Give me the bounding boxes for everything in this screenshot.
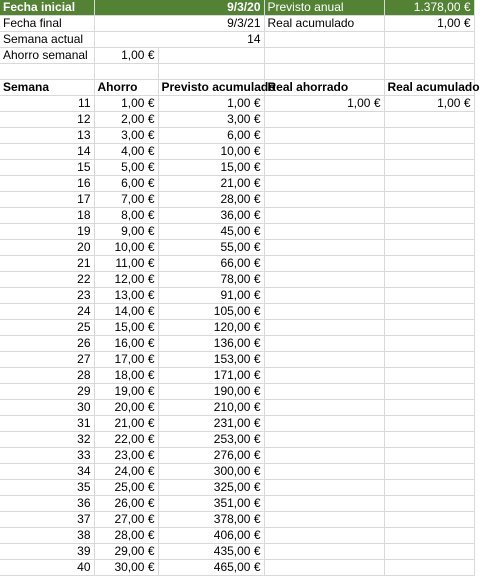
cell-real-acumulado[interactable] bbox=[384, 320, 474, 336]
fecha-inicial-label[interactable]: Fecha inicial bbox=[0, 0, 94, 16]
cell-real-acumulado[interactable] bbox=[384, 528, 474, 544]
table-row bbox=[0, 112, 474, 128]
cell-real-ahorrado[interactable] bbox=[264, 304, 384, 320]
empty-cell[interactable] bbox=[264, 64, 384, 80]
cell-ahorro[interactable]: 30,00 € bbox=[94, 560, 158, 576]
cell-previsto-acumulado[interactable]: 153,00 € bbox=[158, 352, 264, 368]
cell-semana[interactable]: 16 bbox=[0, 176, 94, 192]
cell-real-acumulado[interactable] bbox=[384, 512, 474, 528]
previsto-anual-label[interactable]: Previsto anual bbox=[264, 0, 384, 16]
table-row bbox=[0, 304, 474, 320]
cell-real-acumulado[interactable] bbox=[384, 352, 474, 368]
cell-real-ahorrado[interactable] bbox=[264, 544, 384, 560]
table-row bbox=[0, 400, 474, 416]
cell-previsto-acumulado[interactable]: 325,00 € bbox=[158, 480, 264, 496]
cell-real-acumulado[interactable] bbox=[384, 304, 474, 320]
cell-previsto-acumulado[interactable]: 435,00 € bbox=[158, 544, 264, 560]
cell-previsto-acumulado[interactable]: 276,00 € bbox=[158, 448, 264, 464]
cell-semana[interactable]: 15 bbox=[0, 160, 94, 176]
table-row bbox=[0, 240, 474, 256]
cell-previsto-acumulado[interactable]: 10,00 € bbox=[158, 144, 264, 160]
cell-semana[interactable]: 22 bbox=[0, 272, 94, 288]
table-row bbox=[0, 272, 474, 288]
cell-ahorro[interactable]: 9,00 € bbox=[94, 224, 158, 240]
cell-ahorro[interactable]: 27,00 € bbox=[94, 512, 158, 528]
cell-previsto-acumulado[interactable]: 351,00 € bbox=[158, 496, 264, 512]
cell-real-acumulado[interactable] bbox=[384, 464, 474, 480]
ahorro-semanal-value[interactable]: 1,00 € bbox=[94, 48, 158, 64]
cell-semana[interactable]: 14 bbox=[0, 144, 94, 160]
col-header-previsto-acumulado[interactable]: Previsto acumulado bbox=[158, 80, 264, 96]
cell-previsto-acumulado[interactable]: 406,00 € bbox=[158, 528, 264, 544]
table-row bbox=[0, 512, 474, 528]
cell-real-acumulado[interactable] bbox=[384, 384, 474, 400]
cell-real-acumulado[interactable] bbox=[384, 160, 474, 176]
cell-real-ahorrado[interactable] bbox=[264, 448, 384, 464]
cell-real-acumulado[interactable] bbox=[384, 144, 474, 160]
cell-real-acumulado[interactable] bbox=[384, 368, 474, 384]
cell-semana[interactable]: 35 bbox=[0, 480, 94, 496]
fecha-final-label[interactable]: Fecha final bbox=[0, 16, 94, 32]
cell-semana[interactable]: 33 bbox=[0, 448, 94, 464]
cell-previsto-acumulado[interactable]: 78,00 € bbox=[158, 272, 264, 288]
header-row-4 bbox=[0, 48, 474, 64]
cell-semana[interactable]: 25 bbox=[0, 320, 94, 336]
cell-previsto-acumulado[interactable]: 55,00 € bbox=[158, 240, 264, 256]
cell-real-ahorrado[interactable] bbox=[264, 176, 384, 192]
cell-real-ahorrado[interactable] bbox=[264, 128, 384, 144]
cell-ahorro[interactable]: 12,00 € bbox=[94, 272, 158, 288]
cell-ahorro[interactable]: 4,00 € bbox=[94, 144, 158, 160]
table-row bbox=[0, 288, 474, 304]
cell-real-ahorrado[interactable] bbox=[264, 336, 384, 352]
cell-ahorro[interactable]: 8,00 € bbox=[94, 208, 158, 224]
cell-semana[interactable]: 32 bbox=[0, 432, 94, 448]
table-row bbox=[0, 176, 474, 192]
table-row bbox=[0, 144, 474, 160]
semana-actual-label[interactable]: Semana actual bbox=[0, 32, 94, 48]
fecha-final-value[interactable]: 9/3/21 bbox=[94, 16, 264, 32]
cell-previsto-acumulado[interactable]: 253,00 € bbox=[158, 432, 264, 448]
cell-real-acumulado[interactable] bbox=[384, 416, 474, 432]
cell-real-acumulado[interactable] bbox=[384, 240, 474, 256]
table-row bbox=[0, 496, 474, 512]
cell-semana[interactable]: 20 bbox=[0, 240, 94, 256]
cell-real-acumulado[interactable] bbox=[384, 272, 474, 288]
ahorro-semanal-label[interactable]: Ahorro semanal bbox=[0, 48, 94, 64]
col-header-real-acumulado[interactable]: Real acumulado bbox=[384, 80, 474, 96]
cell-previsto-acumulado[interactable]: 190,00 € bbox=[158, 384, 264, 400]
cell-real-ahorrado[interactable] bbox=[264, 160, 384, 176]
table-row bbox=[0, 336, 474, 352]
cell-semana[interactable]: 12 bbox=[0, 112, 94, 128]
cell-real-acumulado[interactable] bbox=[384, 224, 474, 240]
cell-real-ahorrado[interactable] bbox=[264, 400, 384, 416]
cell-semana[interactable]: 31 bbox=[0, 416, 94, 432]
table-row bbox=[0, 560, 474, 576]
cell-semana[interactable]: 19 bbox=[0, 224, 94, 240]
col-header-real-ahorrado[interactable]: Real ahorrado bbox=[264, 80, 384, 96]
cell-ahorro[interactable]: 7,00 € bbox=[94, 192, 158, 208]
cell-semana[interactable]: 36 bbox=[0, 496, 94, 512]
cell-real-ahorrado[interactable]: 1,00 € bbox=[264, 96, 384, 112]
cell-real-ahorrado[interactable] bbox=[264, 496, 384, 512]
table-row bbox=[0, 384, 474, 400]
empty-cell[interactable] bbox=[158, 48, 264, 64]
previsto-anual-value[interactable]: 1.378,00 € bbox=[384, 0, 474, 16]
cell-previsto-acumulado[interactable]: 465,00 € bbox=[158, 560, 264, 576]
cell-previsto-acumulado[interactable]: 91,00 € bbox=[158, 288, 264, 304]
table-row bbox=[0, 208, 474, 224]
empty-cell[interactable] bbox=[94, 64, 158, 80]
cell-previsto-acumulado[interactable]: 136,00 € bbox=[158, 336, 264, 352]
empty-cell[interactable] bbox=[0, 64, 94, 80]
cell-previsto-acumulado[interactable]: 28,00 € bbox=[158, 192, 264, 208]
table-row bbox=[0, 96, 474, 112]
semana-actual-value[interactable]: 14 bbox=[94, 32, 264, 48]
cell-ahorro[interactable]: 18,00 € bbox=[94, 368, 158, 384]
cell-previsto-acumulado[interactable]: 36,00 € bbox=[158, 208, 264, 224]
cell-ahorro[interactable]: 28,00 € bbox=[94, 528, 158, 544]
cell-ahorro[interactable]: 29,00 € bbox=[94, 544, 158, 560]
cell-ahorro[interactable]: 3,00 € bbox=[94, 128, 158, 144]
cell-real-ahorrado[interactable] bbox=[264, 464, 384, 480]
fecha-inicial-value[interactable]: 9/3/20 bbox=[94, 0, 264, 16]
cell-real-ahorrado[interactable] bbox=[264, 256, 384, 272]
cell-real-ahorrado[interactable] bbox=[264, 560, 384, 576]
cell-ahorro[interactable]: 11,00 € bbox=[94, 256, 158, 272]
cell-previsto-acumulado[interactable]: 300,00 € bbox=[158, 464, 264, 480]
cell-previsto-acumulado[interactable]: 45,00 € bbox=[158, 224, 264, 240]
cell-real-ahorrado[interactable] bbox=[264, 288, 384, 304]
cell-ahorro[interactable]: 26,00 € bbox=[94, 496, 158, 512]
cell-semana[interactable]: 18 bbox=[0, 208, 94, 224]
cell-semana[interactable]: 34 bbox=[0, 464, 94, 480]
cell-real-ahorrado[interactable] bbox=[264, 416, 384, 432]
empty-cell[interactable] bbox=[264, 32, 384, 48]
column-header-row bbox=[0, 80, 474, 96]
cell-real-ahorrado[interactable] bbox=[264, 320, 384, 336]
cell-real-acumulado[interactable] bbox=[384, 112, 474, 128]
empty-cell[interactable] bbox=[158, 64, 264, 80]
cell-semana[interactable]: 23 bbox=[0, 288, 94, 304]
table-row bbox=[0, 128, 474, 144]
cell-real-acumulado[interactable] bbox=[384, 432, 474, 448]
header-row-2 bbox=[0, 16, 474, 32]
empty-cell[interactable] bbox=[384, 64, 474, 80]
cell-semana[interactable]: 26 bbox=[0, 336, 94, 352]
table-row bbox=[0, 224, 474, 240]
table-row bbox=[0, 432, 474, 448]
cell-previsto-acumulado[interactable]: 171,00 € bbox=[158, 368, 264, 384]
cell-ahorro[interactable]: 10,00 € bbox=[94, 240, 158, 256]
cell-ahorro[interactable]: 25,00 € bbox=[94, 480, 158, 496]
cell-real-acumulado[interactable] bbox=[384, 176, 474, 192]
cell-real-acumulado[interactable] bbox=[384, 560, 474, 576]
table-row bbox=[0, 416, 474, 432]
cell-ahorro[interactable]: 5,00 € bbox=[94, 160, 158, 176]
cell-real-acumulado[interactable] bbox=[384, 544, 474, 560]
table-row bbox=[0, 256, 474, 272]
table-row bbox=[0, 464, 474, 480]
table-row bbox=[0, 192, 474, 208]
cell-ahorro[interactable]: 19,00 € bbox=[94, 384, 158, 400]
cell-previsto-acumulado[interactable]: 15,00 € bbox=[158, 160, 264, 176]
cell-semana[interactable]: 13 bbox=[0, 128, 94, 144]
cell-previsto-acumulado[interactable]: 120,00 € bbox=[158, 320, 264, 336]
cell-ahorro[interactable]: 2,00 € bbox=[94, 112, 158, 128]
cell-real-ahorrado[interactable] bbox=[264, 512, 384, 528]
cell-real-ahorrado[interactable] bbox=[264, 368, 384, 384]
cell-previsto-acumulado[interactable]: 1,00 € bbox=[158, 96, 264, 112]
cell-previsto-acumulado[interactable]: 3,00 € bbox=[158, 112, 264, 128]
cell-semana[interactable]: 21 bbox=[0, 256, 94, 272]
cell-semana[interactable]: 11 bbox=[0, 96, 94, 112]
cell-ahorro[interactable]: 1,00 € bbox=[94, 96, 158, 112]
empty-cell[interactable] bbox=[264, 48, 384, 64]
cell-ahorro[interactable]: 16,00 € bbox=[94, 336, 158, 352]
cell-previsto-acumulado[interactable]: 210,00 € bbox=[158, 400, 264, 416]
cell-previsto-acumulado[interactable]: 6,00 € bbox=[158, 128, 264, 144]
cell-ahorro[interactable]: 15,00 € bbox=[94, 320, 158, 336]
cell-ahorro[interactable]: 21,00 € bbox=[94, 416, 158, 432]
empty-cell[interactable] bbox=[384, 32, 474, 48]
cell-real-ahorrado[interactable] bbox=[264, 352, 384, 368]
cell-ahorro[interactable]: 17,00 € bbox=[94, 352, 158, 368]
real-acumulado-label[interactable]: Real acumulado bbox=[264, 16, 384, 32]
header-row-1 bbox=[0, 0, 474, 16]
cell-real-acumulado[interactable] bbox=[384, 448, 474, 464]
cell-real-acumulado[interactable] bbox=[384, 496, 474, 512]
cell-real-ahorrado[interactable] bbox=[264, 224, 384, 240]
cell-ahorro[interactable]: 24,00 € bbox=[94, 464, 158, 480]
cell-real-acumulado[interactable]: 1,00 € bbox=[384, 96, 474, 112]
cell-real-acumulado[interactable] bbox=[384, 192, 474, 208]
cell-ahorro[interactable]: 14,00 € bbox=[94, 304, 158, 320]
cell-semana[interactable]: 17 bbox=[0, 192, 94, 208]
table-row bbox=[0, 448, 474, 464]
blank-row bbox=[0, 64, 474, 80]
cell-ahorro[interactable]: 6,00 € bbox=[94, 176, 158, 192]
cell-real-ahorrado[interactable] bbox=[264, 112, 384, 128]
cell-semana[interactable]: 37 bbox=[0, 512, 94, 528]
table-row bbox=[0, 320, 474, 336]
cell-real-acumulado[interactable] bbox=[384, 128, 474, 144]
cell-real-acumulado[interactable] bbox=[384, 400, 474, 416]
cell-semana[interactable]: 38 bbox=[0, 528, 94, 544]
cell-real-ahorrado[interactable] bbox=[264, 480, 384, 496]
table-row bbox=[0, 160, 474, 176]
cell-semana[interactable]: 30 bbox=[0, 400, 94, 416]
col-header-ahorro[interactable]: Ahorro bbox=[94, 80, 158, 96]
cell-semana[interactable]: 27 bbox=[0, 352, 94, 368]
cell-ahorro[interactable]: 23,00 € bbox=[94, 448, 158, 464]
table-row bbox=[0, 544, 474, 560]
cell-previsto-acumulado[interactable]: 378,00 € bbox=[158, 512, 264, 528]
cell-previsto-acumulado[interactable]: 231,00 € bbox=[158, 416, 264, 432]
cell-previsto-acumulado[interactable]: 21,00 € bbox=[158, 176, 264, 192]
cell-real-acumulado[interactable] bbox=[384, 288, 474, 304]
table-row bbox=[0, 480, 474, 496]
header-row-3 bbox=[0, 32, 474, 48]
cell-ahorro[interactable]: 22,00 € bbox=[94, 432, 158, 448]
cell-real-ahorrado[interactable] bbox=[264, 144, 384, 160]
cell-real-ahorrado[interactable] bbox=[264, 240, 384, 256]
cell-real-ahorrado[interactable] bbox=[264, 384, 384, 400]
empty-cell[interactable] bbox=[384, 48, 474, 64]
cell-real-acumulado[interactable] bbox=[384, 256, 474, 272]
cell-ahorro[interactable]: 13,00 € bbox=[94, 288, 158, 304]
col-header-semana[interactable]: Semana bbox=[0, 80, 94, 96]
table-row bbox=[0, 352, 474, 368]
cell-real-ahorrado[interactable] bbox=[264, 208, 384, 224]
cell-real-acumulado[interactable] bbox=[384, 336, 474, 352]
cell-real-acumulado[interactable] bbox=[384, 480, 474, 496]
cell-real-ahorrado[interactable] bbox=[264, 192, 384, 208]
cell-real-ahorrado[interactable] bbox=[264, 272, 384, 288]
table-row bbox=[0, 368, 474, 384]
cell-semana[interactable]: 24 bbox=[0, 304, 94, 320]
cell-semana[interactable]: 39 bbox=[0, 544, 94, 560]
cell-semana[interactable]: 29 bbox=[0, 384, 94, 400]
cell-previsto-acumulado[interactable]: 66,00 € bbox=[158, 256, 264, 272]
real-acumulado-value[interactable]: 1,00 € bbox=[384, 16, 474, 32]
cell-real-acumulado[interactable] bbox=[384, 208, 474, 224]
cell-real-ahorrado[interactable] bbox=[264, 528, 384, 544]
cell-semana[interactable]: 28 bbox=[0, 368, 94, 384]
cell-real-ahorrado[interactable] bbox=[264, 432, 384, 448]
table-row bbox=[0, 528, 474, 544]
cell-previsto-acumulado[interactable]: 105,00 € bbox=[158, 304, 264, 320]
cell-ahorro[interactable]: 20,00 € bbox=[94, 400, 158, 416]
cell-semana[interactable]: 40 bbox=[0, 560, 94, 576]
